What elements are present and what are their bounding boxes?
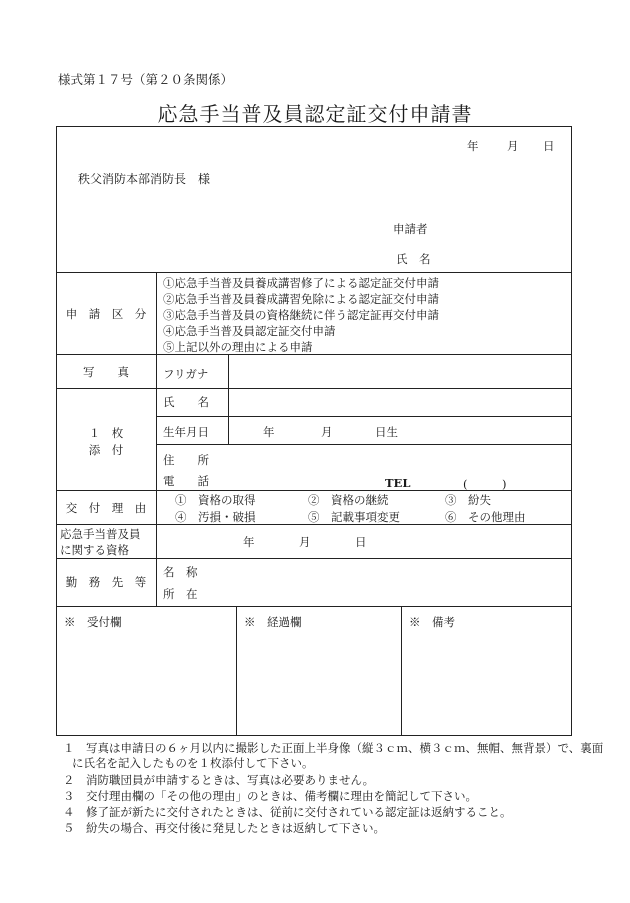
divider-box-1 [236, 606, 237, 736]
note-item: ５ 紛失の場合、再交付後に発見したときは返納して下さい。 [63, 821, 385, 835]
date-day: 日 [543, 139, 555, 153]
qualification-label: 応急手当普及員 [60, 527, 141, 541]
reason-option: ⑤ 記載事項変更 [308, 510, 400, 524]
reason-option: ⑥ その他理由 [445, 510, 526, 524]
application-type-option: ①応急手当普及員養成講習修了による認定証交付申請 [163, 276, 439, 290]
reception-box-label: ※ 受付欄 [64, 615, 122, 629]
note-item-continued: に氏名を記入したものを１枚添付して下さい。 [72, 756, 314, 770]
divider-birth [156, 444, 572, 445]
form-number: 様式第１７号（第２０条関係） [58, 72, 234, 87]
divider-qualification [56, 558, 572, 559]
reason-option: ③ 紛失 [445, 493, 491, 507]
name-label: 氏 名 [163, 395, 209, 409]
birth-day: 日生 [375, 425, 398, 439]
birth-year: 年 [263, 425, 275, 439]
application-type-option: ③応急手当普及員の資格継続に伴う認定証再交付申請 [163, 308, 439, 322]
reason-option: ④ 汚損・破損 [175, 510, 256, 524]
qualification-label-2: に関する資格 [60, 543, 129, 557]
photo-label: 写 真 [83, 365, 129, 379]
form-title: 応急手当普及員認定証交付申請書 [157, 102, 473, 126]
application-type-option: ④応急手当普及員認定証交付申請 [163, 324, 336, 338]
progress-box-label: ※ 経過欄 [244, 615, 302, 629]
qualification-year: 年 [243, 535, 255, 549]
remarks-box-label: ※ 備考 [409, 615, 455, 629]
note-item: ２ 消防職団員が申請するときは、写真は必要ありません。 [63, 773, 375, 787]
note-item: １ 写真は申請日の６ヶ月以内に撮影した正面上半身像（縦３ｃｍ、横３ｃｍ、無帽、無背景）で、裏面 [63, 741, 604, 755]
application-type-option: ②応急手当普及員養成講習免除による認定証交付申請 [163, 292, 439, 306]
divider-name [156, 416, 572, 417]
date-year: 年 [467, 139, 479, 153]
divider-type [56, 354, 572, 355]
divider-workplace [56, 606, 572, 607]
divider-personal-label [228, 354, 229, 444]
photo-count: １ 枚 [88, 426, 124, 440]
addressee: 秩父消防本部消防長 様 [78, 172, 211, 186]
qualification-day: 日 [355, 535, 367, 549]
application-type-option: ⑤上記以外の理由による申請 [163, 340, 313, 354]
reason-option: ② 資格の継続 [308, 493, 389, 507]
date-month: 月 [507, 139, 519, 153]
furigana-label: フリガナ [163, 367, 209, 381]
photo-attach: 添 付 [88, 443, 124, 457]
divider-box-2 [401, 606, 402, 736]
birthdate-label: 生年月日 [163, 425, 209, 439]
divider-header [56, 272, 572, 273]
qualification-month: 月 [299, 535, 311, 549]
applicant-name-label: 氏 名 [396, 252, 431, 266]
birth-month: 月 [321, 425, 333, 439]
workplace-address-label: 所 在 [163, 587, 198, 601]
workplace-name-label: 名 称 [163, 565, 198, 579]
reason-label: 交 付 理 由 [65, 501, 147, 515]
address-label: 住 所 [163, 453, 209, 467]
phone-label: 電 話 [163, 474, 209, 488]
tel-label: TEL [385, 476, 411, 490]
applicant-label: 申請者 [393, 222, 428, 236]
workplace-label: 勤 務 先 等 [65, 575, 147, 589]
reason-option: ① 資格の取得 [175, 493, 256, 507]
divider-photo-label [56, 388, 156, 389]
divider-label-column [156, 272, 157, 606]
divider-furigana [156, 388, 572, 389]
note-item: ４ 修了証が新たに交付されたときは、従前に交付されている認定証は返納すること。 [63, 805, 512, 819]
application-type-label: 申 請 区 分 [65, 307, 147, 321]
tel-paren: ( ) [463, 477, 507, 491]
note-item: ３ 交付理由欄の「その他の理由」のときは、備考欄に理由を簡記して下さい。 [63, 789, 477, 803]
